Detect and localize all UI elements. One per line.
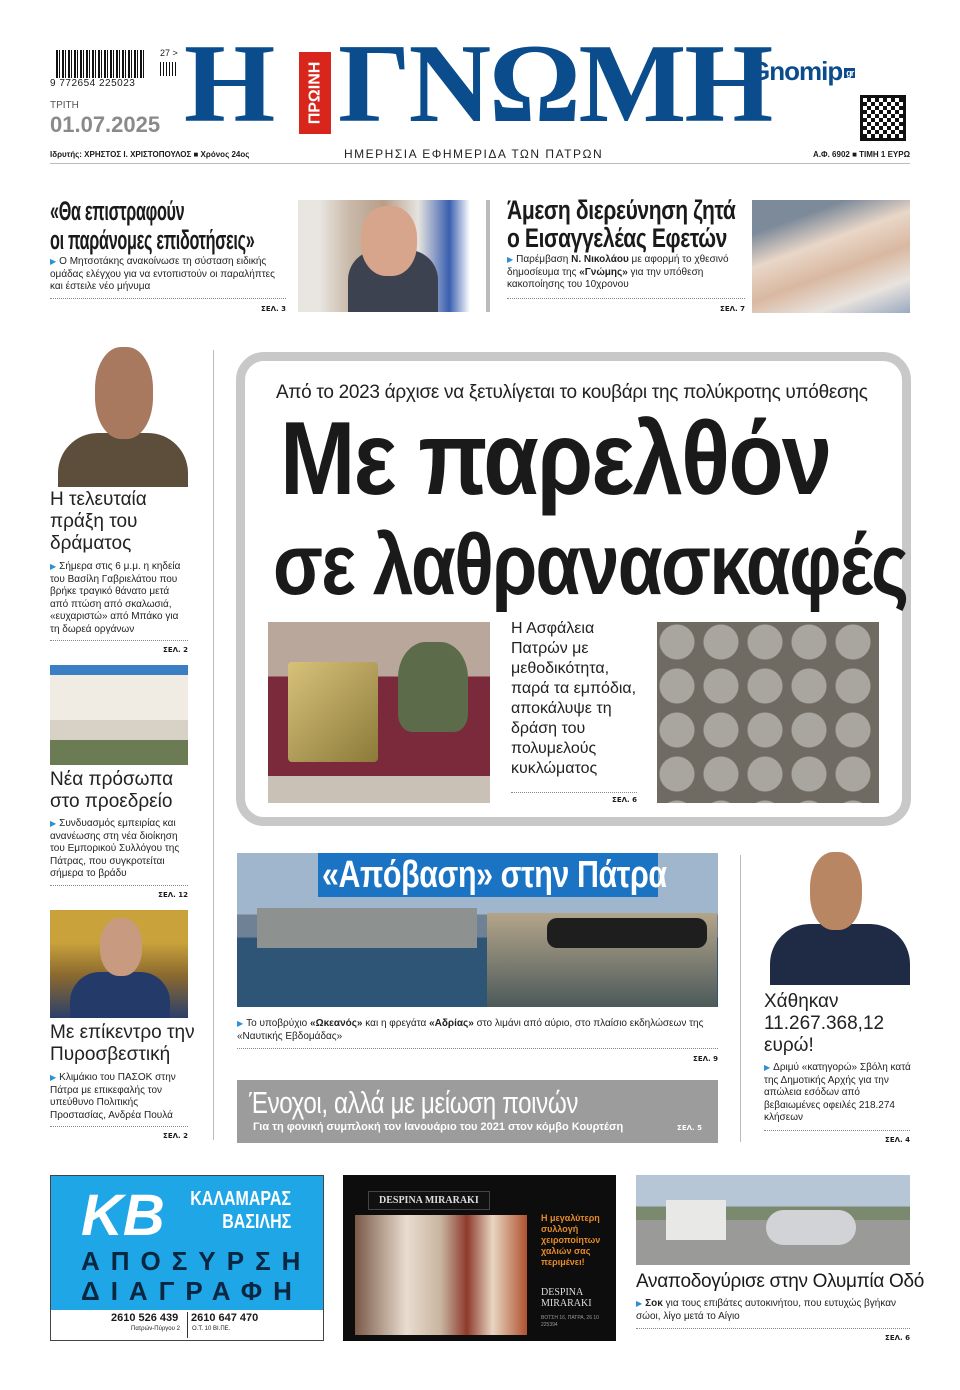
lede-text: Παρέμβαση	[516, 254, 572, 265]
website-name: Gnomip	[750, 56, 843, 86]
bullet-icon: ▶	[507, 255, 514, 264]
photo-building	[50, 665, 188, 765]
kb-logo-icon: KB	[81, 1183, 165, 1248]
divider	[50, 1126, 188, 1127]
divider	[636, 1328, 910, 1329]
addon-barcode	[160, 62, 177, 76]
bullet-icon: ▶	[50, 1073, 57, 1082]
ad-brand-2: MIRARAKI	[541, 1298, 592, 1309]
ad-despina-miraraki[interactable]	[343, 1175, 616, 1341]
navy-title-box	[318, 853, 667, 897]
ad-kalamaras[interactable]	[50, 1175, 324, 1341]
headline-line-1: Άμεση διερεύνηση ζητά	[507, 195, 736, 225]
lede-paper: «Γνώμης»	[579, 266, 628, 278]
page-ref: ΣΕΛ. 12	[158, 891, 188, 899]
lead-kicker: Από το 2023 άρχισε να ξετυλίγεται το κουβάρι της πολύκροτης υπόθεσης	[276, 382, 868, 403]
bullet-icon: ▶	[636, 1299, 643, 1308]
page-ref: ΣΕΛ. 6	[612, 796, 637, 804]
ad-brand-1: DESPINA	[541, 1287, 584, 1298]
page-ref: ΣΕΛ. 2	[163, 1132, 188, 1140]
ad-slogan: Η μεγαλύτερη συλλογή χειροποίητων χαλιών σας περιμένει!	[541, 1213, 601, 1267]
lead-headline-line-1: Με παρελθόν	[280, 401, 831, 517]
headline[interactable]: Η τελευταία πράξη του δράματος	[50, 489, 147, 554]
verdict-subtitle: Για τη φονική συμπλοκή τον Ιανουάριο του 2021 στον κόμβο Κουρτέση	[253, 1121, 624, 1133]
ad-name-1: ΚΑΛΑΜΑΡΑΣ	[190, 1188, 291, 1210]
store-sign: DESPINA MIRARAKI	[368, 1191, 490, 1210]
logo-red-box	[299, 52, 331, 134]
page-ref: ΣΕΛ. 3	[261, 305, 286, 313]
lede: Συνδυασμός εμπειρίας και ανανέωσης στη νέα διοίκηση του Εμπορικού Συλλόγου της Πάτρας, που συγκροτείται σήμερα το βράδυ	[50, 818, 180, 879]
lede-text: Το υποβρύχιο	[246, 1018, 311, 1029]
lede-text: με αφορμή το χθεσινό δημοσίευμα της	[507, 254, 729, 278]
lede-text: για την υπόθεση κακοποίησης του 10χρονου	[507, 266, 704, 290]
lede: Κλιμάκιο του ΠΑΣΟΚ στην Πάτρα με επικεφαλής τον υπεύθυνο Πολιτικής Προστασίας, Ανδρέα Πουλά	[50, 1072, 176, 1121]
website-logo[interactable]	[750, 56, 855, 87]
lede: για τους επιβάτες αυτοκινήτου, που ευτυχώς βγήκαν σώοι, λίγο μετά το Αίγιο	[636, 1298, 897, 1322]
barcode-number: 9 772654 225023	[50, 78, 136, 89]
headline: Χάθηκαν 11.267.368,12 ευρώ!	[764, 991, 885, 1056]
page-ref: ΣΕΛ. 2	[163, 646, 188, 654]
bullet-icon: ▶	[50, 257, 57, 266]
lede-name: Ν. Νικολάου	[571, 254, 629, 265]
photo-child-bruises	[752, 200, 910, 313]
column-divider	[213, 350, 214, 1140]
barcode	[56, 50, 146, 78]
ad-address-1: Πατρών-Πύργου 2	[131, 1326, 180, 1332]
divider	[511, 792, 637, 793]
headline[interactable]: Νέα πρόσωπα στο προεδρείο	[50, 769, 174, 812]
ad-address-2: Ο.Τ. 10 ΒΙ.ΠΕ.	[192, 1326, 231, 1332]
bullet-icon: ▶	[50, 819, 57, 828]
divider	[50, 298, 286, 299]
lead-body: Η Ασφάλεια Πατρών με μεθοδικότητα, παρά τα εμπόδια, αποκάλυψε τη δράση του πολυμελούς κυκλώματος	[511, 620, 637, 777]
headline[interactable]: Με επίκεντρο την Πυροσβεστική	[50, 1022, 195, 1065]
headline-line-2: οι παράνομες επιδοτήσεις»	[50, 225, 255, 255]
headline-line-1: «Θα επιστραφούν	[50, 196, 185, 226]
divider	[764, 1130, 910, 1131]
ad-phone-1: 2610 526 439	[111, 1312, 179, 1324]
lede: Ο Μητσοτάκης ανακοίνωσε τη σύσταση ειδικής ομάδας ελέγχου για να εντοπιστούν οι παραλήπτες και έστειλε νέο μήνυμα	[50, 256, 275, 292]
tagline: ΗΜΕΡΗΣΙΑ ΕΦΗΜΕΡΙΔΑ ΤΩΝ ΠΑΤΡΩΝ	[344, 147, 604, 161]
bullet-icon: ▶	[764, 1063, 771, 1072]
photo-politician-speaking	[50, 910, 188, 1018]
website-tld: gr	[846, 68, 854, 79]
column-divider	[740, 855, 741, 1142]
ad-address: ΒΟΤΣΗ 16, ΠΑΤΡΑ, 26 10 225394	[541, 1315, 599, 1328]
lede-text: στο λιμάνι από αύριο, στο πλαίσιο εκδηλώσεων της «Ναυτικής Εβδομάδας»	[237, 1018, 704, 1042]
photo-gospel-helmet	[268, 622, 490, 803]
page-ref: ΣΕΛ. 5	[677, 1124, 702, 1132]
issue-code: 27 >	[160, 48, 178, 58]
issue-price: Α.Φ. 6902 ■ ΤΙΜΗ 1 ΕΥΡΩ	[813, 150, 910, 159]
divider	[237, 1048, 718, 1049]
photo-mitsotakis	[298, 200, 470, 312]
qr-code-icon[interactable]	[860, 95, 906, 141]
logo-h: Η	[183, 22, 276, 146]
lede-text: και η φρεγάτα	[362, 1018, 430, 1029]
lede: Σήμερα στις 6 μ.μ. η κηδεία του Βασίλη Γαβριελάτου που βρήκε τραγικό θάνατο μετά από πτώση από σκαλωσιά, «ευχαριστώ» από Μπάκο για τη δωρεά οργάνων	[50, 561, 181, 635]
verdict-title: Ένοχοι, αλλά με μείωση ποινών	[249, 1085, 579, 1120]
lead-headline-line-2: σε λαθρανασκαφές	[273, 517, 908, 613]
founder-line: Ιδρυτής: ΧΡΗΣΤΟΣ Ι. ΧΡΙΣΤΟΠΟΥΛΟΣ ■ Χρόνος 24ος	[50, 150, 250, 159]
logo-main: ΓΝΩΜΗ	[338, 22, 772, 146]
page-ref: ΣΕΛ. 7	[720, 305, 745, 313]
lede-frigate: «Αδρίας»	[429, 1018, 474, 1029]
photo-politician-svolis	[765, 852, 910, 985]
divider	[507, 298, 745, 299]
divider	[50, 885, 188, 886]
date: 01.07.2025	[50, 112, 161, 137]
photo-ancient-coins	[657, 622, 879, 803]
lede: Δριμύ «κατηγορώ» Σβόλη κατά της Δημοτικής Αρχής για την απώλεια εσόδων από βεβαιωμένες οφειλές 218.274 κλήσεων	[764, 1062, 911, 1123]
store-photo	[355, 1215, 527, 1335]
ad-phone-2: 2610 647 470	[191, 1312, 259, 1324]
column-divider	[486, 200, 490, 312]
page-ref: ΣΕΛ. 9	[693, 1055, 718, 1063]
headline: Αναποδογύρισε στην Ολυμπία Οδό	[636, 1271, 925, 1292]
lede-submarine: «Ωκεανός»	[310, 1018, 363, 1029]
page-ref: ΣΕΛ. 6	[885, 1334, 910, 1342]
bullet-icon: ▶	[50, 562, 57, 571]
photo-overturned-car	[636, 1175, 910, 1265]
masthead-divider	[50, 163, 910, 164]
divider	[50, 640, 188, 641]
navy-title: «Απόβαση» στην Πάτρα	[322, 854, 667, 896]
lede-bold: Σοκ	[645, 1298, 663, 1309]
page-ref: ΣΕΛ. 4	[885, 1136, 910, 1144]
ad-name-2: ΒΑΣΙΛΗΣ	[222, 1211, 291, 1233]
ad-line-1: ΑΠΟΣΥΡΣΗ	[81, 1246, 312, 1276]
verdict-banner[interactable]	[237, 1080, 718, 1143]
ad-line-2: ΔΙΑΓΡΑΦΗ	[81, 1276, 303, 1306]
logo-proini: ΠΡΩΙΝΗ	[306, 61, 324, 125]
headline-line-2: ο Εισαγγελέας Εφετών	[507, 223, 727, 253]
photo-man-bald	[50, 345, 188, 487]
bullet-icon: ▶	[237, 1019, 244, 1028]
day: ΤΡΙΤΗ	[50, 100, 79, 111]
